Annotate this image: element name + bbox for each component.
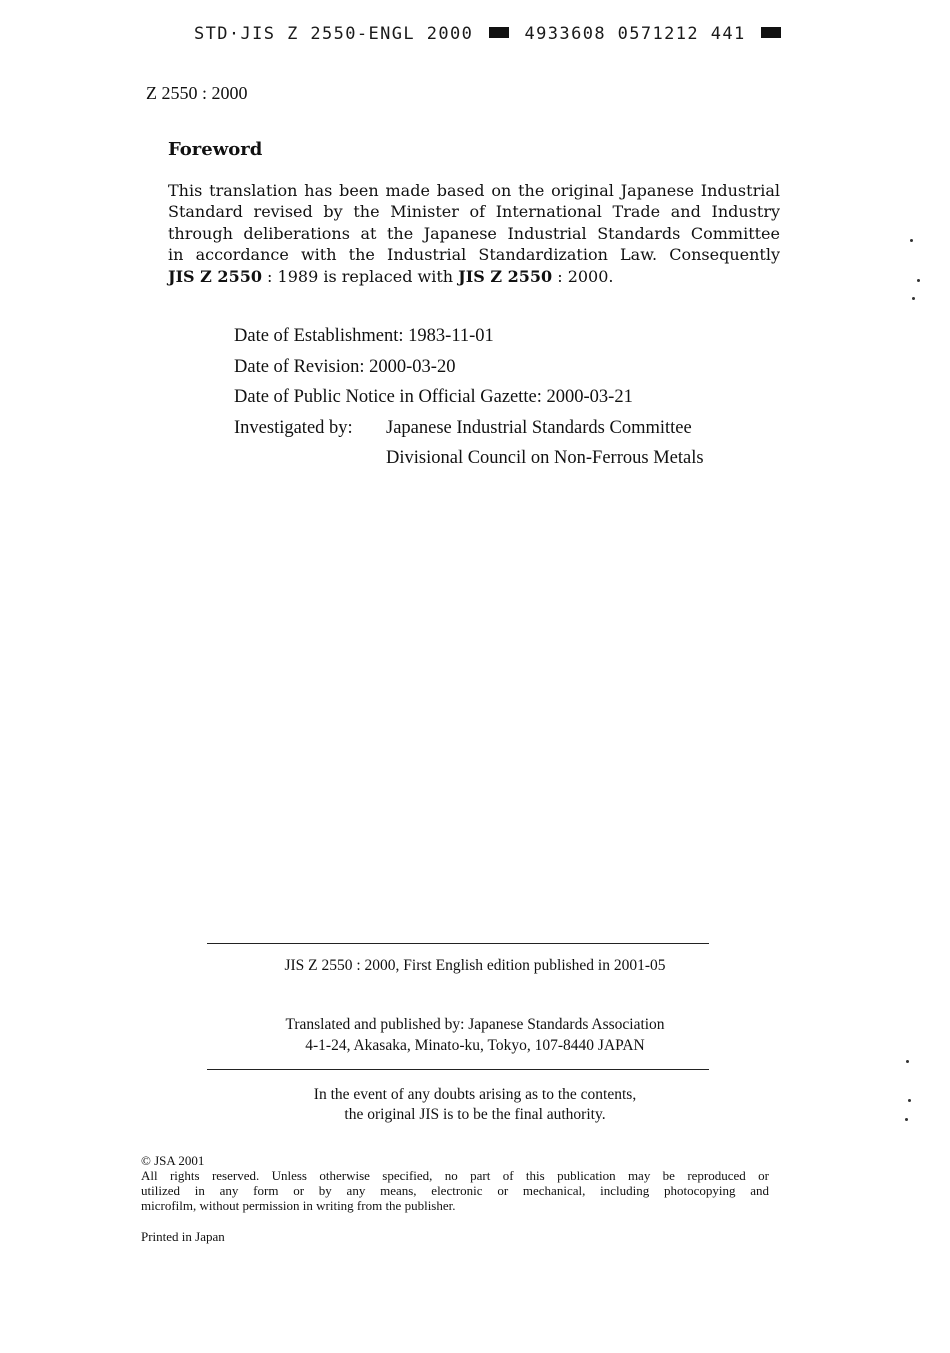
scan-speck: [917, 279, 920, 282]
investigated-label: Investigated by:: [234, 418, 353, 438]
date-establishment: Date of Establishment: 1983-11-01: [234, 326, 494, 346]
scan-speck: [910, 239, 913, 242]
rights-line: All rights reserved. Unless otherwise specified, no part of this publication may be reproduced or: [141, 1168, 769, 1183]
scan-speck: [905, 1118, 908, 1121]
scan-speck: [906, 1060, 909, 1063]
foreword-line: in accordance with the Industrial Standardization Law. Consequently: [168, 245, 780, 265]
date-revision: Date of Revision: 2000-03-20: [234, 357, 456, 377]
header-block-1: [489, 27, 509, 38]
foreword-line: through deliberations at the Japanese Industrial Standards Committee: [168, 223, 780, 243]
divider-top: [207, 943, 709, 944]
header-serial: 4933608 0571212 441: [524, 24, 746, 44]
scan-speck: [908, 1099, 911, 1102]
authority-line-1: In the event of any doubts arising as to the contents,: [313, 1086, 637, 1103]
header-block-2: [761, 27, 781, 38]
document-number: Z 2550 : 2000: [146, 83, 248, 103]
rights-notice: [141, 1168, 769, 1214]
publisher-line: Translated and published by: Japanese Standards Association: [285, 1016, 665, 1033]
authority-line-2: the original JIS is to be the final authority.: [344, 1106, 606, 1123]
foreword-last-line: [168, 266, 780, 287]
scan-speck: [912, 297, 915, 300]
divider-bottom: [207, 1069, 709, 1070]
copyright-line: © JSA 2001: [141, 1153, 205, 1168]
rights-line: microfilm, without permission in writing from the publisher.: [141, 1198, 456, 1214]
old-year-text: : 1989 is replaced with: [261, 266, 459, 286]
header-standard-id: STD·JIS Z 2550-ENGL 2000: [194, 24, 474, 44]
new-year-text: : 2000.: [552, 266, 614, 286]
foreword-title: Foreword: [168, 139, 263, 160]
investigated-by-council: Divisional Council on Non-Ferrous Metals: [386, 448, 704, 468]
foreword-line: This translation has been made based on the original Japanese Industrial: [168, 181, 780, 200]
edition-line: JIS Z 2550 : 2000, First English edition published in 2001-05: [284, 957, 666, 974]
scan-header: [194, 24, 785, 44]
old-standard-ref: JIS Z 2550: [168, 266, 262, 286]
publisher-address: 4-1-24, Akasaka, Minato-ku, Tokyo, 107-8440 JAPAN: [305, 1037, 645, 1054]
new-standard-ref: JIS Z 2550: [458, 266, 553, 286]
investigated-by-committee: Japanese Industrial Standards Committee: [386, 418, 692, 438]
foreword-paragraph: [168, 180, 780, 287]
foreword-line: Standard revised by the Minister of International Trade and Industry: [168, 202, 780, 222]
date-public-notice: Date of Public Notice in Official Gazette: 2000-03-21: [234, 387, 633, 407]
printed-in: Printed in Japan: [141, 1229, 225, 1244]
rights-line: utilized in any form or by any means, electronic or mechanical, including photocopying and: [141, 1183, 769, 1199]
